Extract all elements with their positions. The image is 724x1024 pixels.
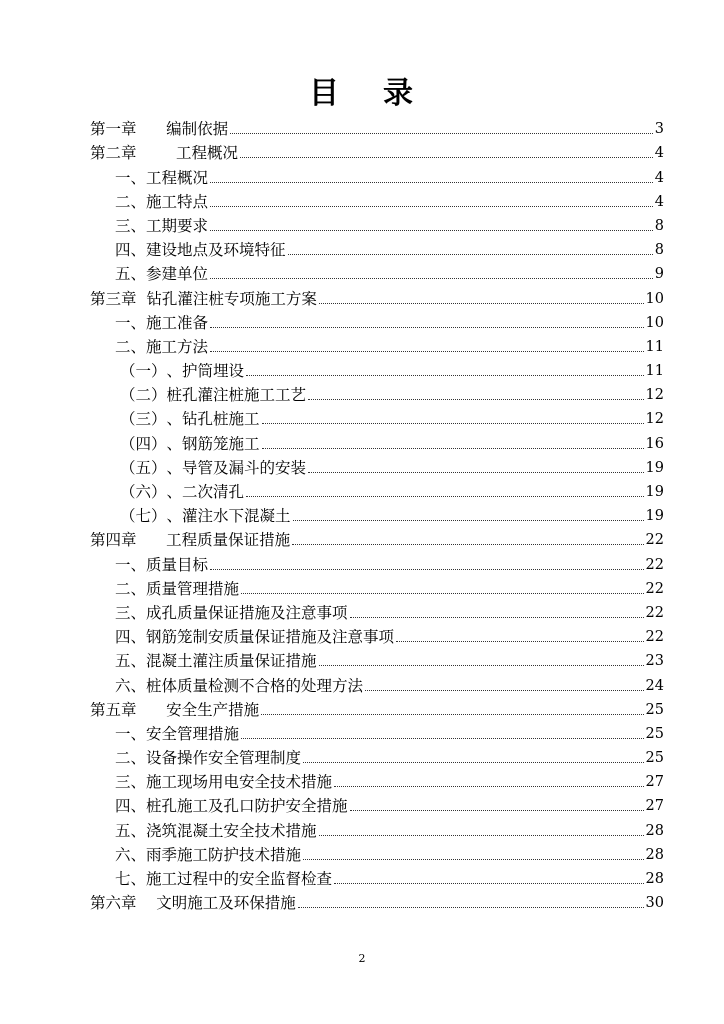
toc-entry-title: 、钢筋笼施工 (166, 434, 260, 453)
toc-entry-number: （一） (120, 362, 167, 381)
toc-section-entry[interactable] (90, 333, 664, 357)
toc-chapter-entry[interactable] (90, 526, 664, 550)
toc-entry-title: 工程概况 (175, 144, 238, 163)
title-char-2: 录 (383, 76, 415, 111)
toc-chapter-entry[interactable] (90, 115, 664, 139)
toc-section-entry[interactable] (90, 768, 664, 792)
toc-entry-title: 施工方法 (146, 337, 209, 356)
toc-entry-number: （三） (120, 410, 167, 429)
toc-entry-title: 质量目标 (146, 555, 209, 574)
toc-chapter-entry[interactable] (90, 139, 664, 163)
toc-entry-number: 四、 (115, 797, 147, 816)
toc-section-entry[interactable] (90, 502, 664, 526)
toc-entry-page: 12 (645, 411, 664, 428)
toc-entry-title: 安全生产措施 (166, 700, 260, 719)
toc-dot-leader (210, 182, 653, 183)
toc-entry-number: 第四章 (90, 531, 137, 550)
toc-section-entry[interactable] (90, 865, 664, 889)
toc-section-entry[interactable] (90, 792, 664, 816)
toc-entry-page: 27 (645, 798, 664, 815)
toc-entry-title: 安全管理措施 (146, 724, 240, 743)
toc-entry-title: 浇筑混凝土安全技术措施 (146, 821, 317, 840)
toc-entry-number: 第一章 (90, 120, 137, 139)
toc-dot-leader (210, 278, 653, 279)
toc-entry-page: 10 (645, 314, 664, 331)
toc-section-entry[interactable] (90, 550, 664, 574)
toc-entry-number: 六、 (115, 676, 147, 695)
toc-chapter-entry[interactable] (90, 889, 664, 913)
toc-dot-leader (288, 254, 653, 255)
toc-entry-number: 第五章 (90, 700, 137, 719)
toc-section-entry[interactable] (90, 309, 664, 333)
toc-entry-title: 、导管及漏斗的安装 (166, 458, 307, 477)
toc-dot-leader (319, 835, 644, 836)
toc-dot-leader (350, 810, 644, 811)
toc-section-entry[interactable] (90, 478, 664, 502)
toc-entry-title: 钻孔灌注桩专项施工方案 (146, 289, 317, 308)
toc-entry-number: 一、 (115, 313, 147, 332)
toc-entry-number: 第六章 (90, 894, 137, 913)
toc-entry-page: 22 (645, 580, 664, 597)
toc-section-entry[interactable] (90, 647, 664, 671)
toc-entry-title: 桩孔施工及孔口防护安全措施 (146, 797, 348, 816)
toc-dot-leader (210, 351, 644, 352)
toc-section-entry[interactable] (90, 744, 664, 768)
toc-dot-leader (292, 544, 643, 545)
toc-entry-number: 二、 (115, 579, 147, 598)
toc-entry-page: 22 (645, 532, 664, 549)
toc-entry-page: 4 (654, 145, 664, 162)
toc-entry-title: 施工特点 (146, 192, 209, 211)
toc-dot-leader (210, 230, 653, 231)
toc-entry-page: 4 (654, 169, 664, 186)
toc-entry-title: 桩体质量检测不合格的处理方法 (146, 676, 364, 695)
toc-entry-title: 、钻孔桩施工 (166, 410, 260, 429)
toc-entry-title: 、护筒埋设 (166, 362, 245, 381)
toc-dot-leader (308, 399, 644, 400)
toc-entry-page: 23 (645, 653, 664, 670)
table-of-contents (90, 115, 664, 913)
toc-dot-leader (334, 883, 644, 884)
toc-entry-page: 4 (654, 193, 664, 210)
toc-entry-page: 22 (645, 556, 664, 573)
toc-entry-page: 28 (645, 846, 664, 863)
toc-section-entry[interactable] (90, 429, 664, 453)
toc-section-entry[interactable] (90, 816, 664, 840)
toc-entry-page: 25 (645, 725, 664, 742)
toc-dot-leader (210, 569, 644, 570)
toc-entry-number: 第二章 (90, 144, 137, 163)
toc-dot-leader (319, 303, 644, 304)
toc-entry-number: 二、 (115, 337, 147, 356)
toc-entry-page: 16 (645, 435, 664, 452)
toc-section-entry[interactable] (90, 188, 664, 212)
toc-entry-number: 三、 (115, 603, 147, 622)
toc-entry-page: 22 (645, 629, 664, 646)
toc-entry-page: 30 (645, 895, 664, 912)
toc-entry-number: 六、 (115, 845, 147, 864)
toc-dot-leader (303, 762, 644, 763)
toc-entry-number: 一、 (115, 168, 147, 187)
toc-entry-page: 9 (654, 266, 664, 283)
toc-entry-page: 28 (645, 871, 664, 887)
toc-dot-leader (365, 690, 644, 691)
toc-entry-title: 成孔质量保证措施及注意事项 (146, 603, 348, 622)
toc-entry-title: 施工过程中的安全监督检查 (146, 870, 333, 888)
toc-section-entry[interactable] (90, 212, 664, 236)
toc-section-entry[interactable] (90, 623, 664, 647)
toc-entry-number: 四、 (115, 628, 147, 647)
toc-section-entry[interactable] (90, 720, 664, 744)
toc-dot-leader (246, 496, 644, 497)
toc-entry-page: 25 (645, 750, 664, 767)
title-char-1: 目 (309, 76, 341, 111)
toc-entry-number: （四） (120, 434, 167, 453)
toc-entry-number: 五、 (115, 265, 147, 284)
toc-entry-page: 3 (654, 121, 664, 138)
toc-section-entry[interactable] (90, 841, 664, 865)
toc-entry-title: 钢筋笼制安质量保证措施及注意事项 (146, 628, 395, 647)
toc-entry-page: 25 (645, 701, 664, 718)
toc-entry-page: 19 (645, 484, 664, 500)
toc-section-entry[interactable] (90, 599, 664, 623)
toc-entry-number: （七） (120, 507, 167, 526)
toc-entry-number: 三、 (115, 773, 147, 792)
toc-entry-title: 设备操作安全管理制度 (146, 749, 302, 768)
toc-entry-page: 11 (645, 363, 664, 380)
toc-chapter-entry[interactable] (90, 696, 664, 720)
toc-dot-leader (298, 907, 644, 908)
toc-section-entry[interactable] (90, 575, 664, 599)
toc-section-entry[interactable] (90, 260, 664, 284)
toc-dot-leader (350, 617, 644, 618)
toc-entry-title: 编制依据 (166, 120, 229, 139)
toc-section-entry[interactable] (90, 405, 664, 429)
toc-entry-number: 一、 (115, 724, 147, 743)
toc-entry-page: 28 (645, 822, 664, 839)
toc-entry-page: 19 (645, 459, 664, 476)
toc-chapter-entry[interactable] (90, 284, 664, 308)
toc-dot-leader (240, 157, 653, 158)
toc-entry-title: 桩孔灌注桩施工工艺 (166, 386, 307, 405)
toc-entry-spacer (137, 893, 157, 913)
toc-section-entry[interactable] (90, 236, 664, 260)
toc-entry-number: （二） (120, 386, 167, 405)
toc-dot-leader (262, 448, 644, 449)
toc-dot-leader (396, 641, 644, 642)
toc-entry-number: 四、 (115, 241, 147, 260)
toc-entry-title: 雨季施工防护技术措施 (146, 845, 302, 864)
toc-entry-title: 施工现场用电安全技术措施 (146, 773, 333, 792)
toc-section-entry[interactable] (90, 671, 664, 695)
toc-entry-page: 27 (645, 774, 664, 791)
toc-entry-page: 22 (645, 604, 664, 621)
toc-entry-title: 质量管理措施 (146, 579, 240, 598)
toc-entry-number: 一、 (115, 555, 147, 574)
toc-section-entry[interactable] (90, 163, 664, 187)
toc-dot-leader (261, 714, 643, 715)
toc-entry-title: 施工准备 (146, 313, 209, 332)
toc-dot-leader (319, 665, 644, 666)
toc-dot-leader (210, 206, 653, 207)
toc-dot-leader (262, 423, 644, 424)
toc-entry-title: 工期要求 (146, 216, 209, 235)
toc-entry-number: 七、 (115, 870, 147, 888)
toc-entry-number: 五、 (115, 652, 147, 671)
toc-entry-number: （五） (120, 458, 167, 477)
toc-entry-page: 8 (654, 217, 664, 234)
toc-section-entry[interactable] (90, 454, 664, 478)
toc-entry-title: 工程质量保证措施 (166, 531, 291, 550)
toc-entry-spacer (137, 530, 167, 550)
toc-dot-leader (293, 520, 644, 521)
toc-dot-leader (210, 327, 644, 328)
toc-section-entry[interactable] (90, 357, 664, 381)
toc-entry-number: 五、 (115, 821, 147, 840)
toc-dot-leader (308, 472, 644, 473)
toc-entry-page: 19 (645, 508, 664, 525)
toc-entry-page: 10 (645, 290, 664, 307)
toc-dot-leader (334, 786, 644, 787)
document-title (0, 68, 724, 112)
toc-dot-leader (303, 859, 644, 860)
toc-entry-title: 文明施工及环保措施 (156, 894, 296, 913)
toc-entry-page: 8 (654, 242, 664, 259)
toc-entry-page: 11 (645, 338, 664, 355)
toc-entry-number: 二、 (115, 192, 147, 211)
toc-section-entry[interactable] (90, 381, 664, 405)
toc-entry-number: （六） (120, 483, 167, 501)
toc-entry-title: 、二次清孔 (166, 483, 245, 501)
toc-entry-spacer (137, 289, 147, 309)
toc-entry-page: 24 (645, 677, 664, 694)
toc-entry-title: 、灌注水下混凝土 (166, 507, 291, 526)
toc-entry-spacer (137, 143, 176, 163)
toc-dot-leader (241, 738, 644, 739)
toc-entry-spacer (137, 119, 167, 139)
toc-dot-leader (241, 593, 644, 594)
toc-entry-number: 第三章 (90, 289, 137, 308)
toc-entry-number: 二、 (115, 749, 147, 768)
toc-entry-number: 三、 (115, 216, 147, 235)
toc-dot-leader (246, 375, 644, 376)
toc-entry-title: 混凝土灌注质量保证措施 (146, 652, 317, 671)
page-number: 2 (358, 952, 366, 965)
toc-entry-page: 12 (645, 387, 664, 404)
toc-entry-title: 工程概况 (146, 168, 209, 187)
toc-entry-title: 建设地点及环境特征 (146, 241, 286, 260)
toc-entry-title: 参建单位 (146, 265, 209, 284)
toc-dot-leader (230, 133, 653, 134)
toc-entry-spacer (137, 700, 167, 720)
